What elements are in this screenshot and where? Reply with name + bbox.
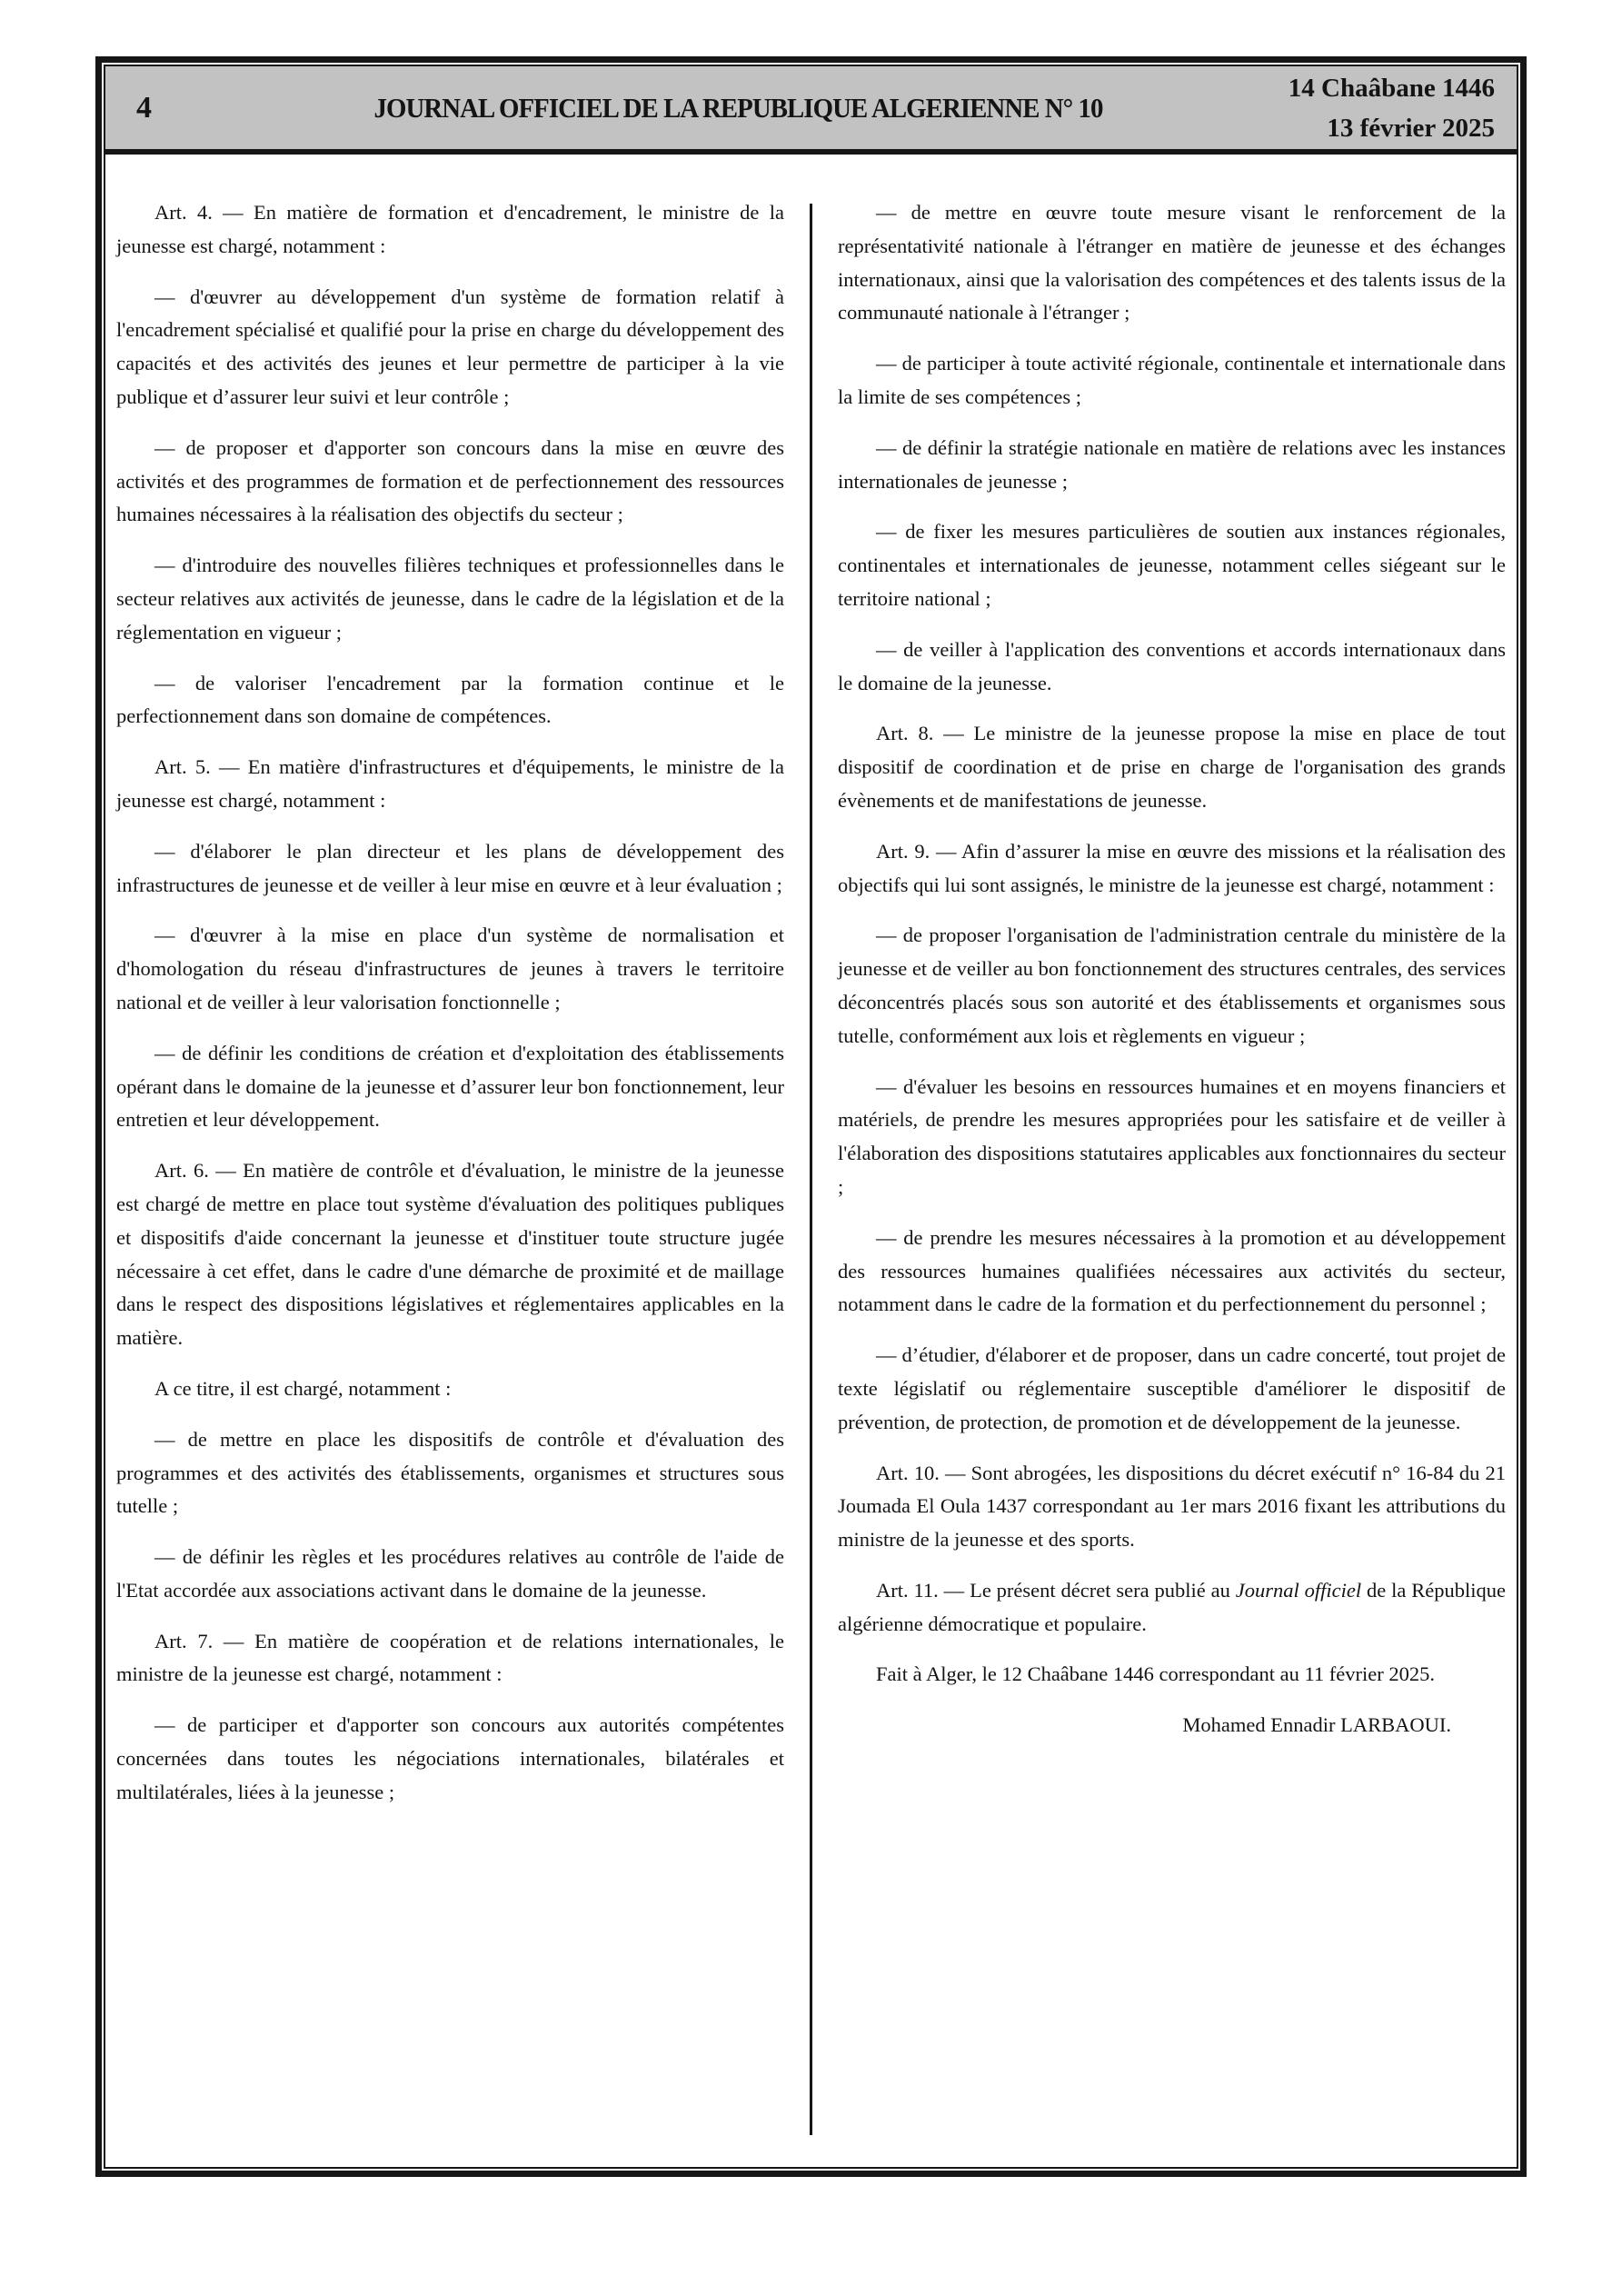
paragraph bbox=[838, 1222, 1506, 1322]
page-frame-inner bbox=[104, 65, 1518, 2169]
text-run: — de mettre en place les dispositifs de contrôle et d'évaluation des programmes et des activités des établissements, organismes et structures sous tutelle ; bbox=[116, 1427, 784, 1518]
paragraph bbox=[116, 919, 784, 1019]
paragraph bbox=[116, 1037, 784, 1137]
page-body bbox=[105, 155, 1517, 2167]
paragraph bbox=[838, 919, 1506, 1053]
text-run: — de définir les conditions de création et d'exploitation des établissements opérant dans le domaine de la jeunesse et d’assurer leur bon fonctionnement, leur entretien et leur développement. bbox=[116, 1041, 784, 1132]
page-number: 4 bbox=[136, 90, 152, 125]
text-run: — d'évaluer les besoins en ressources humaines et en moyens financiers et matériels, de prendre les mesures appropriées pour les satisfaire et de veiller à l'élaboration des dispositions statutaires applicables aux fonctionnaires du secteur ; bbox=[838, 1074, 1506, 1198]
paragraph bbox=[116, 1541, 784, 1608]
italic-text-run: Journal officiel bbox=[1235, 1578, 1362, 1602]
text-run: — de définir la stratégie nationale en matière de relations avec les instances internationales de jeunesse ; bbox=[838, 435, 1506, 493]
paragraph bbox=[116, 1423, 784, 1523]
text-run: Art. 7. — En matière de coopération et de relations internationales, le ministre de la jeunesse est chargé, notamment : bbox=[116, 1629, 784, 1686]
paragraph bbox=[838, 1574, 1506, 1642]
text-run: — de participer et d'apporter son concours aux autorités compétentes concernées dans toutes les négociations internationales, bilatérales et multilatérales, liées à la jeunesse ; bbox=[116, 1713, 784, 1803]
text-run: — d'œuvrer au développement d'un système de formation relatif à l'encadrement spécialisé et qualifié pour la prise en charge du développement des capacités et des activités des jeunes et leur permettre de participer à la vie publique et d’assurer leur suivi et leur contrôle ; bbox=[116, 285, 784, 408]
column-divider-line bbox=[810, 204, 812, 2135]
text-run: — d'introduire des nouvelles filières techniques et professionnelles dans le secteur relatives aux activités de jeunesse, dans le cadre de la législation et de la réglementation en vigueur ; bbox=[116, 554, 784, 644]
text-run: Fait à Alger, le 12 Chaâbane 1446 correspondant au 11 février 2025. bbox=[876, 1662, 1435, 1686]
paragraph bbox=[116, 1709, 784, 1809]
text-run: — de veiller à l'application des conventions et accords internationaux dans le domaine de la jeunesse. bbox=[838, 637, 1506, 694]
text-run: — d’étudier, d'élaborer et de proposer, dans un cadre concerté, tout projet de texte législatif ou réglementaire susceptible d'améliorer le dispositif de prévention, de protection, de promotion et de développement de la jeunesse. bbox=[838, 1343, 1506, 1433]
paragraph bbox=[838, 1457, 1506, 1557]
paragraph bbox=[838, 196, 1506, 330]
issue-dates bbox=[1235, 68, 1517, 148]
text-run: — de proposer et d'apporter son concours dans la mise en œuvre des activités et des programmes de formation et de perfectionnement des ressources humaines nécessaires à la réalisation des objectifs du secteur ; bbox=[116, 435, 784, 526]
paragraph bbox=[838, 835, 1506, 903]
paragraph bbox=[838, 1658, 1506, 1692]
text-run: A ce titre, il est chargé, notamment : bbox=[154, 1376, 452, 1400]
paragraph bbox=[838, 432, 1506, 499]
signature bbox=[838, 1709, 1506, 1742]
paragraph bbox=[116, 1154, 784, 1355]
text-run: — d'élaborer le plan directeur et les plans de développement des infrastructures de jeunesse et de veiller à leur mise en œuvre et à leur évaluation ; bbox=[116, 839, 784, 896]
text-run: — de mettre en œuvre toute mesure visant le renforcement de la représentativité nationale à l'étranger en matière de jeunesse et des échanges internationaux, ainsi que la valorisation des compétences et des talents issus de la communauté nationale à l'étranger ; bbox=[838, 201, 1506, 324]
paragraph bbox=[116, 432, 784, 532]
text-run: — de participer à toute activité régionale, continentale et internationale dans la limite de ses compétences ; bbox=[838, 352, 1506, 408]
text-run: Art. 8. — Le ministre de la jeunesse propose la mise en place de tout dispositif de coordination et de prise en charge de l'organisation des grands évènements et de manifestations de jeunesse. bbox=[838, 722, 1506, 812]
text-run: — de proposer l'organisation de l'administration centrale du ministère de la jeunesse et de veiller au bon fonctionnement des structures centrales, des services déconcentrés placés sous son autorité et des établissements et organismes sous tutelle, conformément aux lois et règlements en vigueur ; bbox=[838, 923, 1506, 1047]
paragraph bbox=[838, 634, 1506, 701]
paragraph bbox=[116, 1625, 784, 1692]
text-run: Art. 10. — Sont abrogées, les dispositions du décret exécutif n° 16-84 du 21 Joumada El Oula 1437 correspondant au 1er mars 2016 fixant les attributions du ministre de la jeunesse et des sports. bbox=[838, 1461, 1506, 1552]
paragraph bbox=[116, 667, 784, 734]
paragraph bbox=[116, 281, 784, 414]
page-frame bbox=[95, 56, 1527, 2177]
text-run: Mohamed Ennadir LARBAOUI. bbox=[1182, 1713, 1451, 1737]
paragraph bbox=[838, 515, 1506, 615]
text-run: Art. 4. — En matière de formation et d'encadrement, le ministre de la jeunesse est chargé, notamment : bbox=[116, 201, 784, 257]
text-run: — de prendre les mesures nécessaires à la promotion et au développement des ressources humaines qualifiées nécessaires aux activités du secteur, notamment dans le cadre de la formation et du perfectionnement du personnel ; bbox=[838, 1225, 1506, 1316]
paragraph bbox=[838, 1339, 1506, 1439]
text-run: — de définir les règles et les procédures relatives au contrôle de l'aide de l'Etat accordée aux associations activant dans le domaine de la jeunesse. bbox=[116, 1545, 784, 1602]
paragraph bbox=[116, 549, 784, 649]
text-run: Art. 11. — Le présent décret sera publié au bbox=[876, 1578, 1236, 1602]
text-run: — d'œuvrer à la mise en place d'un système de normalisation et d'homologation du réseau d'infrastructures de jeunes à travers le territoire national et de veiller à leur valorisation fonctionnelle ; bbox=[116, 923, 784, 1013]
journal-title: JOURNAL OFFICIEL DE LA REPUBLIQUE ALGERIENNE N° 10 bbox=[373, 91, 1103, 124]
text-run: de la République algérienne démocratique et populaire. bbox=[838, 1578, 1506, 1635]
text-run: — de valoriser l'encadrement par la formation continue et le perfectionnement dans son domaine de compétences. bbox=[116, 671, 784, 728]
paragraph bbox=[116, 751, 784, 818]
masthead bbox=[105, 66, 1517, 155]
paragraph bbox=[116, 1373, 784, 1406]
text-run: Art. 6. — En matière de contrôle et d'évaluation, le ministre de la jeunesse est chargé de mettre en place tout système d'évaluation des politiques publiques et dispositifs d'aide concernant la jeunesse et d'instituer toute structure jugée nécessaire à cet effet, dans le cadre d'une démarche de proximité et de maillage dans le respect des dispositions législatives et réglementaires applicables en la matière. bbox=[116, 1159, 784, 1350]
paragraph bbox=[838, 717, 1506, 817]
paragraph bbox=[116, 196, 784, 264]
paragraph bbox=[116, 835, 784, 903]
column-right bbox=[838, 196, 1506, 2167]
column-left bbox=[116, 196, 784, 2167]
text-run: Art. 5. — En matière d'infrastructures et d'équipements, le ministre de la jeunesse est chargé, notamment : bbox=[116, 755, 784, 812]
paragraph bbox=[838, 1071, 1506, 1204]
text-run: — de fixer les mesures particulières de soutien aux instances régionales, continentales et internationales de jeunesse, notamment celles siégeant sur le territoire national ; bbox=[838, 520, 1506, 610]
paragraph bbox=[838, 347, 1506, 414]
date-gregorian: 13 février 2025 bbox=[1327, 113, 1495, 143]
date-hijri: 14 Chaâbane 1446 bbox=[1288, 73, 1495, 103]
text-run: Art. 9. — Afin d’assurer la mise en œuvre des missions et la réalisation des objectifs qui lui sont assignés, le ministre de la jeunesse est chargé, notamment : bbox=[838, 839, 1506, 896]
